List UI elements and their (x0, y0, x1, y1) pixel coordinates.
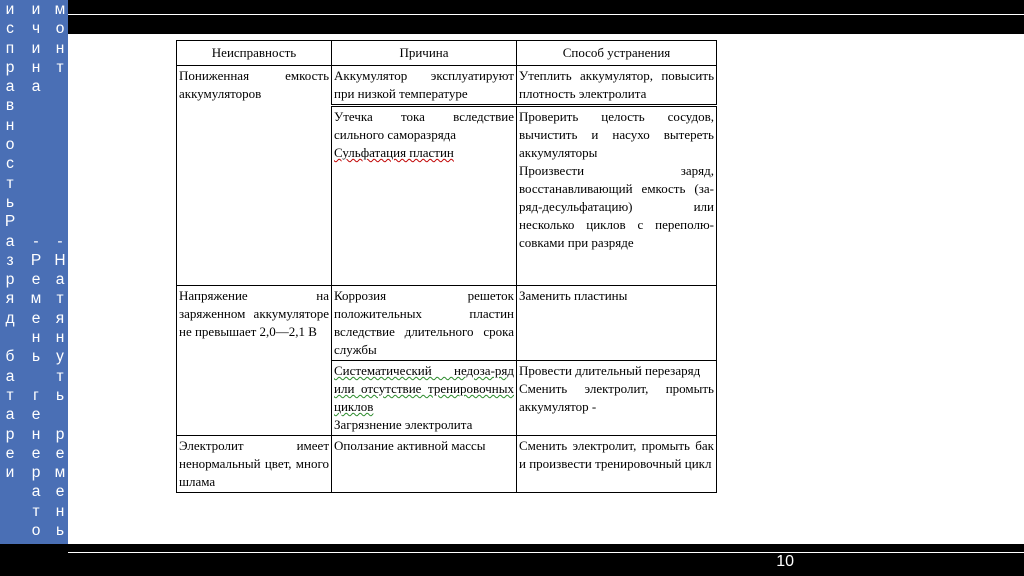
sidebar-letter: е (55, 444, 65, 462)
fault-cell: Электролит имеет ненормальный цвет, много шлама (177, 436, 332, 493)
cause-text: Утечка тока вследствие сильного саморазряда (334, 109, 514, 142)
sidebar-letter: г (33, 386, 39, 404)
cause-cell: Аккумулятор эксплуатируют при низкой температуре (332, 66, 517, 106)
sidebar-letter (28, 135, 44, 154)
sidebar-letter: ь (55, 386, 65, 404)
sidebar-letter: я (5, 290, 15, 308)
fix-text: Произвести заряд, восстанавливающий емкость (за-ряд-десульфатацию) или несколько циклов с переполю-совками при разряде (519, 163, 714, 250)
page-number: 10 (776, 553, 794, 570)
sidebar-letter (52, 77, 68, 96)
sidebar-letter: ь (55, 522, 65, 540)
sidebar-letter (52, 212, 68, 231)
sidebar-letter: а (31, 78, 41, 96)
fix-cell: Заменить пластины (517, 286, 717, 361)
sidebar-letter: е (31, 444, 41, 462)
fix-cell: Сменить электролит, промыть бак и произвести тренировочный цикл (517, 436, 717, 493)
sidebar-letter: Н (54, 251, 66, 269)
sidebar-letter: у (56, 348, 64, 366)
sidebar-letter: н (55, 502, 65, 520)
sidebar-letter: д (5, 309, 15, 327)
sidebar-letter: е (31, 309, 41, 327)
sidebar-letter: - (57, 232, 63, 250)
sidebar-letter: е (31, 406, 41, 424)
cause-cell (332, 106, 517, 286)
fix-cell (517, 361, 717, 436)
sidebar-letter: з (6, 251, 14, 269)
sidebar-letter: а (31, 483, 41, 501)
sidebar-letter (2, 328, 18, 347)
sidebar-letter (28, 116, 44, 135)
sidebar-letter: р (55, 425, 65, 443)
sidebar-letter: р (31, 464, 41, 482)
sidebar-letter: Р (4, 213, 16, 231)
top-bar (0, 0, 1024, 34)
fix-cell (517, 106, 717, 286)
cause-cell: Оползание активной массы (332, 436, 517, 493)
sidebar-letter: а (5, 78, 15, 96)
sidebar-letter (52, 405, 68, 424)
sidebar-letter: е (5, 444, 15, 462)
top-bar-line (68, 14, 1024, 15)
sidebar-letter: Р (30, 251, 42, 269)
sidebar-letter: т (6, 386, 14, 404)
sidebar-letter: ь (31, 348, 41, 366)
sidebar-letter: и (5, 1, 15, 18)
sidebar-letter: о (31, 522, 41, 540)
sidebar-letter: и (31, 1, 41, 18)
sidebar-letter: о (5, 136, 15, 154)
sidebar-letter: т (56, 367, 64, 385)
sidebar-letter (52, 96, 68, 115)
bottom-bar (0, 544, 1024, 576)
table-row (177, 286, 717, 361)
sidebar-letter: р (5, 271, 15, 289)
sidebar-letter: т (32, 502, 40, 520)
vertical-text-sidebar (0, 0, 68, 576)
sidebar-letter: в (5, 97, 15, 115)
sidebar-letter (52, 154, 68, 173)
sidebar-letter: н (31, 329, 41, 347)
sidebar-letter (52, 135, 68, 154)
sidebar-letter: т (56, 290, 64, 308)
sidebar-letter: н (31, 58, 41, 76)
sidebar-letter: е (55, 483, 65, 501)
sidebar-letter: ь (5, 193, 15, 211)
sidebar-letter: м (54, 1, 66, 18)
fault-cell: Напряжение на заряженном аккумуляторе не превышает 2,0—2,1 В (177, 286, 332, 436)
sidebar-letter: н (5, 116, 15, 134)
sidebar-letter: и (31, 39, 41, 57)
sidebar-letter: е (31, 271, 41, 289)
sidebar-letter (28, 212, 44, 231)
table-row (177, 436, 717, 493)
sidebar-letter: с (6, 155, 14, 173)
sidebar-letter: с (6, 20, 14, 38)
fault-table (176, 40, 717, 493)
sidebar-letter: о (55, 20, 65, 38)
sidebar-column-2 (28, 0, 44, 560)
sidebar-letter: а (55, 271, 65, 289)
sidebar-letter: а (5, 367, 15, 385)
sidebar-letter (28, 193, 44, 212)
table-row (177, 66, 717, 106)
sidebar-letter: - (33, 232, 39, 250)
table-header-row (177, 41, 717, 66)
header-cause: Причина (332, 41, 517, 66)
header-fault: Неисправность (177, 41, 332, 66)
sidebar-letter: т (56, 58, 64, 76)
sidebar-letter: н (31, 425, 41, 443)
cause-text: Сульфатация пластин (334, 145, 454, 160)
sidebar-column-3 (52, 0, 68, 560)
cause-cell (332, 361, 517, 436)
sidebar-letter: а (5, 232, 15, 250)
sidebar-letter (28, 367, 44, 386)
header-fix: Способ устранения (517, 41, 717, 66)
sidebar-letter: р (5, 58, 15, 76)
sidebar-letter: ч (31, 20, 41, 38)
bottom-bar-line (68, 552, 1024, 553)
cause-cell: Коррозия решеток положительных пластин вследствие длительного срока службы (332, 286, 517, 361)
cause-text: Систематический недоза-ряд или отсутствие тренировочных циклов (334, 363, 514, 414)
sidebar-column-1 (2, 0, 18, 482)
fault-cell: Пониженная емкость аккумуляторов (177, 66, 332, 286)
sidebar-letter: а (5, 406, 15, 424)
sidebar-letter: п (5, 39, 15, 57)
fix-cell: Утеплить аккумулятор, повысить плотность электролита (517, 66, 717, 106)
sidebar-letter: н (55, 329, 65, 347)
sidebar-letter: м (54, 464, 66, 482)
sidebar-letter (52, 116, 68, 135)
sidebar-letter (28, 154, 44, 173)
sidebar-letter: м (30, 290, 42, 308)
fix-text: Сменить электролит, промыть аккумулятор - (519, 381, 714, 414)
sidebar-letter: б (5, 348, 15, 366)
sidebar-letter: я (55, 309, 65, 327)
sidebar-letter (28, 96, 44, 115)
cause-text: Загрязнение электролита (334, 417, 473, 432)
fix-text: Провести длительный перезаряд (519, 363, 701, 378)
fix-text: Проверить целость сосудов, вычистить и насухо вытереть аккумуляторы (519, 109, 714, 160)
sidebar-letter (52, 193, 68, 212)
sidebar-letter (28, 174, 44, 193)
sidebar-letter: т (6, 174, 14, 192)
sidebar-letter: р (5, 425, 15, 443)
sidebar-letter (52, 174, 68, 193)
sidebar-letter: и (5, 464, 15, 482)
sidebar-letter: н (55, 39, 65, 57)
